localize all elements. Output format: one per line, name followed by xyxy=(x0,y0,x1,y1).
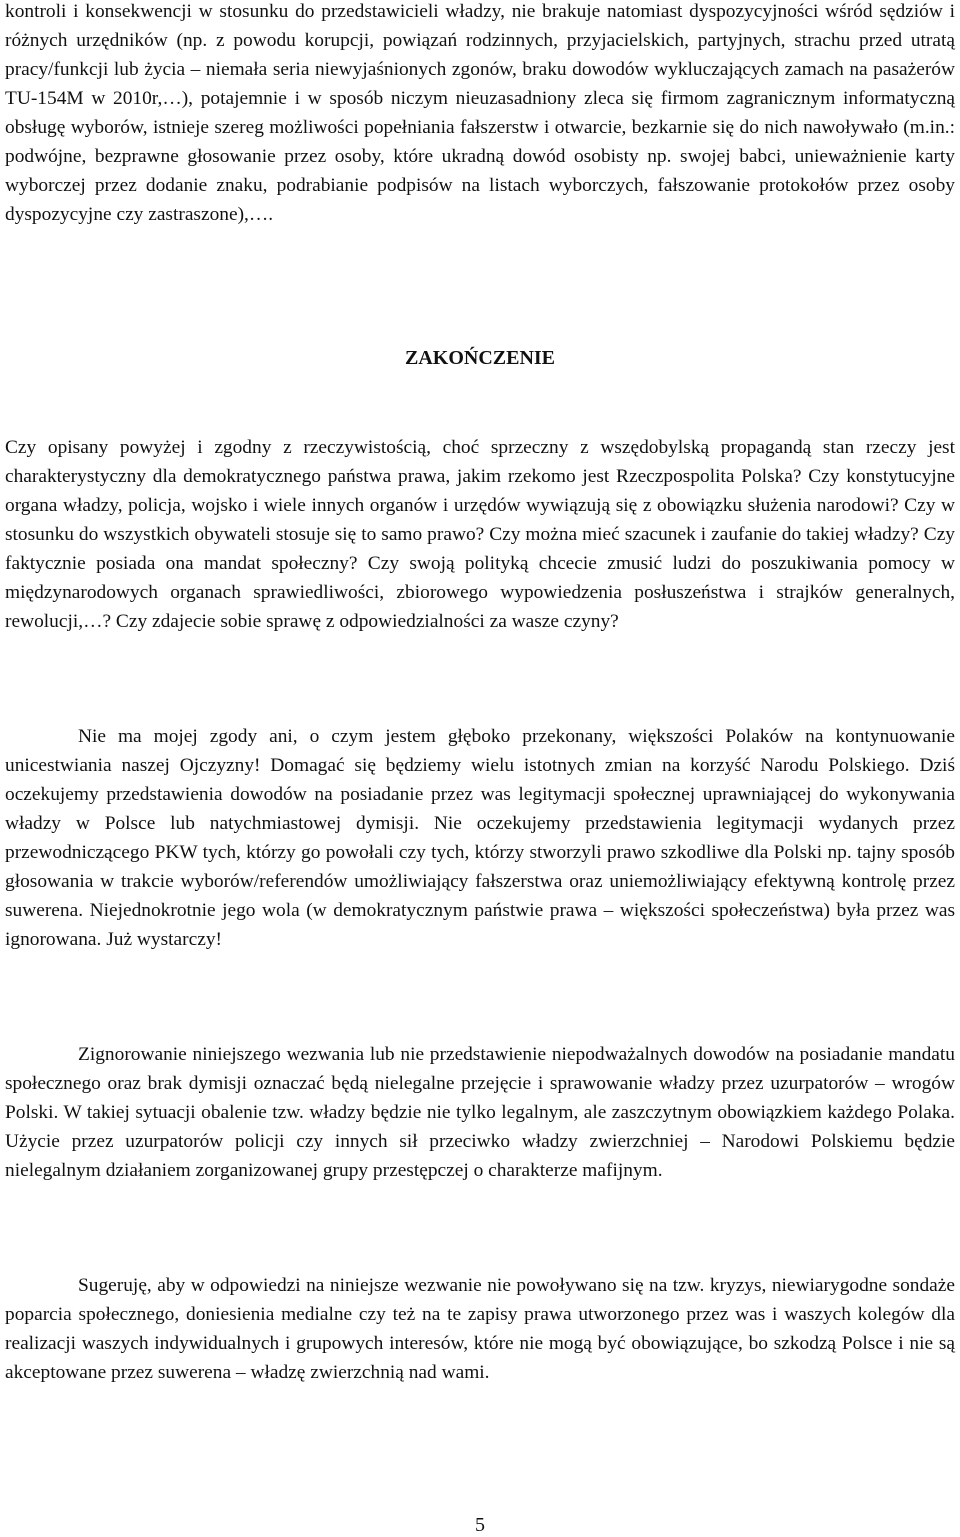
paragraph-fourth: Sugeruję, aby w odpowiedzi na niniejsze wezwanie nie powoływano się na tzw. kryzys, niewiarygodne sondaże poparcia społecznego, doniesienia medialne czy też na te zapisy prawa utworzonego przez was i waszych kolegów dla realizacji waszych indywidualnych i grupowych interesów, które nie mogą być obowiązujące, bo szkodzą Polsce i nie są akceptowane przez suwerena – władzę zwierzchnią nad wami. xyxy=(5,1275,955,1383)
page-number: 5 xyxy=(475,1514,485,1536)
paragraph-top: kontroli i konsekwencji w stosunku do przedstawicieli władzy, nie brakuje natomiast dyspozycyjności wśród sędziów i różnych urzędników (np. z powodu korupcji, powiązań rodzinnych, przyjacielskich, partyjnych, strachu przed utratą pracy/funkcji lub życia – niemała seria niewyjaśnionych zgonów, braku dowodów wykluczających zamach na pasażerów TU-154M w 2010r,…), potajemnie i w sposób niczym nieuzasadniony zleca się firmom zagranicznym informatyczną obsługę wyborów, istnieje szereg możliwości popełniania fałszerstw i otwarcie, bezkarnie się do nich nawoływało (m.in.: podwójne, bezprawne głosowanie przez osoby, które ukradną dowód osobisty np. swojej babci, unieważnienie karty wyborczej przez dodanie znaku, podrabianie podpisów na listach wyborczych, fałszowanie protokołów przez osoby dyspozycyjne czy zastraszone),…. xyxy=(5,1,955,225)
paragraph-third: Zignorowanie niniejszego wezwania lub nie przedstawienie niepodważalnych dowodów na posiadanie mandatu społecznego oraz brak dymisji oznaczać będą nielegalne przejęcie i sprawowanie władzy przez uzurpatorów – wrogów Polski. W takiej sytuacji obalenie tzw. władzy będzie nie tylko legalnym, ale zaszczytnym obowiązkiem każdego Polaka. Użycie przez uzurpatorów policji czy innych sił przeciwko władzy zwierzchniej – Narodowi Polskiemu będzie nielegalnym działaniem zorganizowanej grupy przestępczej o charakterze mafijnym. xyxy=(5,1044,955,1181)
section-heading: ZAKOŃCZENIE xyxy=(404,347,556,369)
paragraph-second: Nie ma mojej zgody ani, o czym jestem głęboko przekonany, większości Polaków na kontynuowanie unicestwiania naszej Ojczyzny! Domagać się będziemy wielu istotnych zmian na korzyść Narodu Polskiego. Dziś oczekujemy przedstawienia dowodów na posiadanie przez was legitymacji społecznej uprawniającej do wykonywania władzy w Polsce lub natychmiastowej dymisji. Nie oczekujemy przedstawienia legitymacji wydanych przez przewodniczącego PKW tych, którzy go powołali czy tych, którzy stworzyli prawo szkodliwe dla Polski np. tajny sposób głosowania w trakcie wyborów/referendów umożliwiający fałszerstwa oraz uniemożliwiający efektywną kontrolę przez suwerena. Niejednokrotnie jego wola (w demokratycznym państwie prawa – większości społeczeństwa) była przez was ignorowana. Już wystarczy! xyxy=(5,726,955,950)
paragraph-conclusion: Czy opisany powyżej i zgodny z rzeczywistością, choć sprzeczny z wszędobylską propagandą stan rzeczy jest charakterystyczny dla demokratycznego państwa prawa, jakim rzekomo jest Rzeczpospolita Polska? Czy konstytucyjne organa władzy, policja, wojsko i wiele innych organów i urzędów wywiązują się z obowiązku służenia narodowi? Czy w stosunku do wszystkich obywateli stosuje się to samo prawo? Czy można mieć szacunek i zaufanie do takiej władzy? Czy faktycznie posiada ona mandat społeczny? Czy swoją polityką chcecie zmusić ludzi do poszukiwania pomocy w międzynarodowych organach sprawiedliwości, zbiorowego wypowiedzenia posłuszeństwa i strajków generalnych, rewolucji,…? Czy zdajecie sobie sprawę z odpowiedzialności za wasze czyny? xyxy=(5,437,955,632)
